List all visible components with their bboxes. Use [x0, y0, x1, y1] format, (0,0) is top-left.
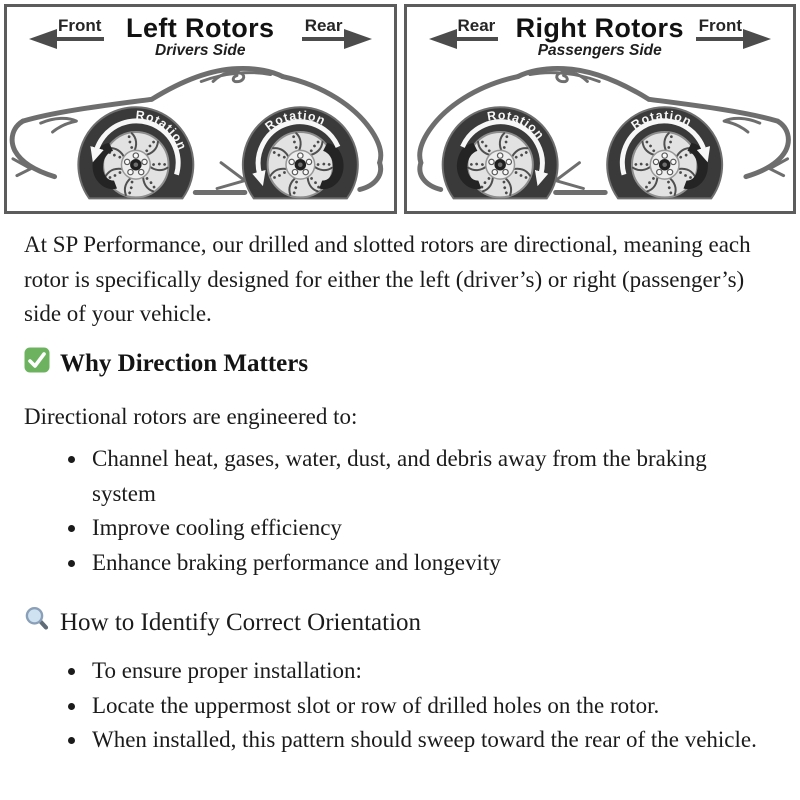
panel-subtitle: Drivers Side [155, 42, 246, 59]
left-panel-header [7, 7, 394, 59]
rear-direction-arrow [429, 16, 499, 41]
front-direction-arrow [29, 16, 104, 41]
list-item: • Channel heat, gases, water, dust, and debris away from the braking system [88, 442, 770, 511]
panel-title: Left Rotors [126, 13, 275, 43]
direction-label: Rear [455, 16, 499, 41]
rotation-label: Rotation [135, 108, 190, 153]
left-car-illustration [7, 59, 394, 209]
arrow-left-icon [29, 29, 57, 49]
heading-text: How to Identify Correct Orientation [60, 609, 422, 636]
panel-title: Right Rotors [515, 13, 684, 43]
list-item: • Locate the uppermost slot or row of drilled holes on the rotor. [88, 689, 770, 724]
section-lead: Directional rotors are engineered to: [24, 403, 358, 429]
magnifying-glass-icon [24, 606, 50, 640]
check-mark-icon [24, 347, 50, 381]
rotation-label: Rotation [485, 108, 547, 143]
direction-label: Rear [302, 16, 346, 41]
rotation-label: Rotation [628, 108, 694, 133]
list-item: • Improve cooling efficiency [88, 511, 770, 546]
article-body [0, 214, 800, 758]
list-item: • When installed, this pattern should sweep toward the rear of the vehicle. [88, 723, 770, 758]
intro-paragraph: At SP Performance, our drilled and slotted rotors are directional, meaning each rotor is specifically designed for either the left (driver’s) or right (passenger’s) side of your vehicle. [24, 232, 751, 326]
right-car-illustration [407, 59, 794, 209]
orientation-steps-list [24, 654, 770, 758]
benefits-list [24, 442, 770, 580]
right-rotors-panel [404, 4, 797, 214]
left-rotors-panel [4, 4, 397, 214]
section-heading-why-direction-matters [24, 347, 770, 381]
direction-label: Front [696, 16, 745, 41]
rotation-label: Rotation [262, 108, 328, 134]
arrow-right-icon [743, 29, 771, 49]
rotor-direction-diagram [0, 0, 800, 214]
rear-direction-arrow [302, 16, 372, 41]
list-item: • To ensure proper installation: [88, 654, 770, 689]
panel-subtitle: Passengers Side [537, 42, 662, 59]
section-heading-identify-orientation [24, 606, 770, 640]
list-item: • Enhance braking performance and longevity [88, 546, 770, 581]
direction-label: Front [55, 16, 104, 41]
arrow-left-icon [429, 29, 457, 49]
right-panel-header [407, 7, 794, 59]
heading-text: Why Direction Matters [60, 349, 309, 377]
arrow-right-icon [344, 29, 372, 49]
front-direction-arrow [696, 16, 771, 41]
